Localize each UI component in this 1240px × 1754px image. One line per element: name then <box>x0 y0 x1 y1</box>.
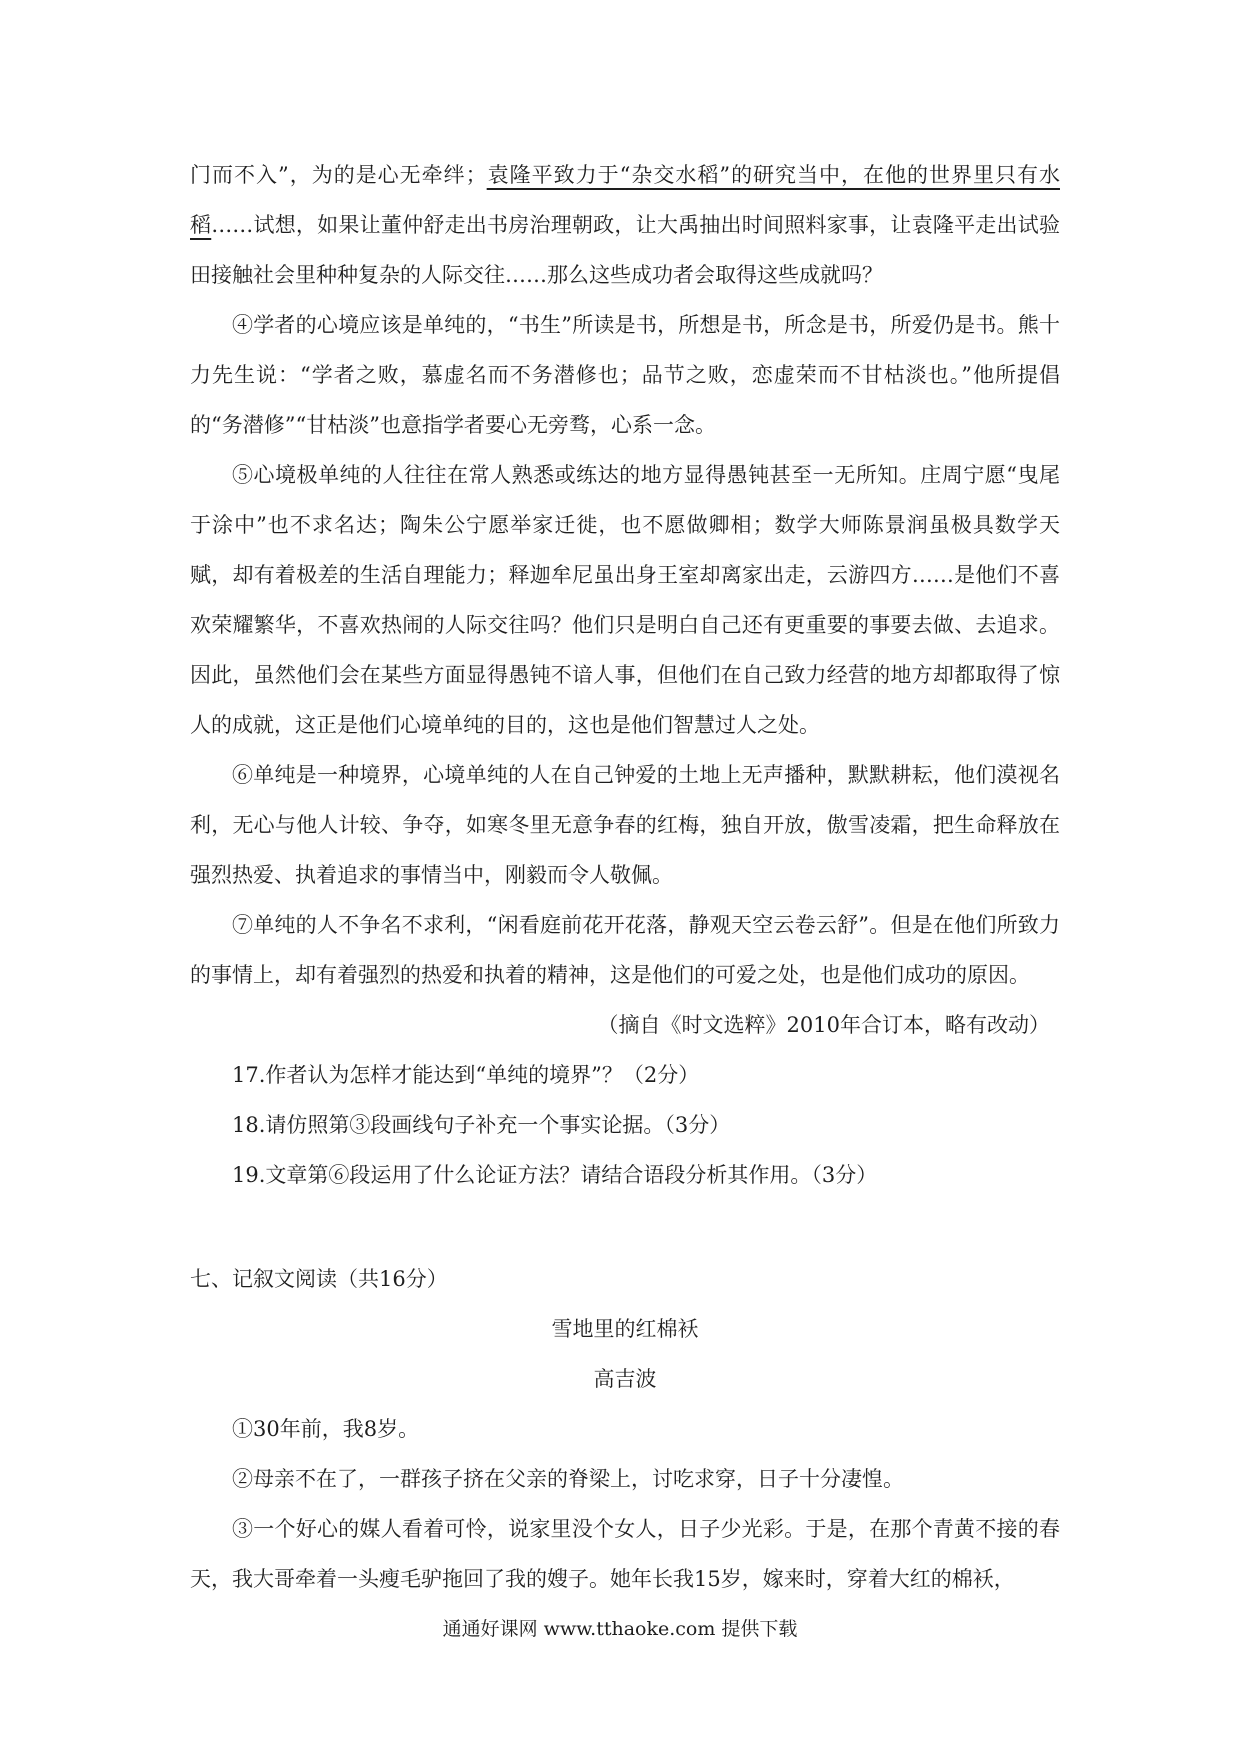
question-19: 19.文章第⑥段运用了什么论证方法？请结合语段分析其作用。（3分） <box>232 1163 878 1187</box>
story-paragraph-3: ③一个好心的媒人看着可怜，说家里没个女人，日子少光彩。于是，在那个青黄不接的春天，我大哥牵着一头瘦毛驴拖回了我的嫂子。她年长我15岁，嫁来时，穿着大红的棉袄， <box>190 1517 1060 1591</box>
paragraph-7: ⑦单纯的人不争名不求利，“闲看庭前花开花落，静观天空云卷云舒”。但是在他们所致力的事情上，却有着强烈的热爱和执着的精神，这是他们的可爱之处，也是他们成功的原因。 <box>190 913 1060 987</box>
story-title: 雪地里的红棉袄 <box>551 1317 699 1341</box>
section-7-heading: 七、记叙文阅读（共16分） <box>190 1267 448 1291</box>
paragraph-3-text-b: ……试想，如果让董仲舒走出书房治理朝政，让大禹抽出时间照料家事，让袁隆平走出试验田接触社会里种种复杂的人际交往……那么这些成功者会取得这些成就吗？ <box>190 213 1061 287</box>
document-body <box>190 150 1060 1604</box>
paragraph-6: ⑥单纯是一种境界，心境单纯的人在自己钟爱的土地上无声播种，默默耕耘，他们漠视名利，无心与他人计较、争夺，如寒冬里无意争春的红梅，独自开放，傲雪凌霜，把生命释放在强烈热爱、执着追求的事情当中，刚毅而令人敬佩。 <box>190 763 1060 887</box>
story-paragraph-1: ①30年前，我8岁。 <box>232 1417 420 1441</box>
underlined-sentence: 袁隆平致力于“杂交水稻”的研究当中，在他的世界里只有水稻 <box>190 163 1060 237</box>
story-author: 高吉波 <box>593 1367 657 1391</box>
paragraph-3-text-a: 门而不入”，为的是心无牵绊； <box>190 163 487 187</box>
section-gap <box>190 1200 1060 1254</box>
question-17: 17.作者认为怎样才能达到“单纯的境界”？（2分） <box>232 1063 700 1087</box>
question-18: 18.请仿照第③段画线句子补充一个事实论据。（3分） <box>232 1113 731 1137</box>
paragraph-3-continuation <box>190 150 1060 300</box>
paragraph-4: ④学者的心境应该是单纯的，“书生”所读是书，所想是书，所念是书，所爱仍是书。熊十力先生说：“学者之败，慕虚名而不务潜修也；品节之败，恋虚荣而不甘枯淡也。”他所提倡的“务潜修”“甘枯淡”也意指学者要心无旁骛，心系一念。 <box>190 313 1060 437</box>
paragraph-5: ⑤心境极单纯的人往往在常人熟悉或练达的地方显得愚钝甚至一无所知。庄周宁愿“曳尾于涂中”也不求名达；陶朱公宁愿举家迁徙，也不愿做卿相；数学大师陈景润虽极具数学天赋，却有着极差的生活自理能力；释迦牟尼虽出身王室却离家出走，云游四方……是他们不喜欢荣耀繁华，不喜欢热闹的人际交往吗？他们只是明白自己还有更重要的事要去做、去追求。因此，虽然他们会在某些方面显得愚钝不谙人事，但他们在自己致力经营的地方却都取得了惊人的成就，这正是他们心境单纯的目的，这也是他们智慧过人之处。 <box>190 463 1060 737</box>
source-citation: （摘自《时文选粹》2010年合订本，略有改动） <box>597 1013 1050 1037</box>
page-footer: 通通好课网 www.tthaoke.com 提供下载 <box>442 1618 798 1640</box>
story-paragraph-2: ②母亲不在了，一群孩子挤在父亲的脊梁上，讨吃求穿，日子十分凄惶。 <box>232 1467 904 1491</box>
